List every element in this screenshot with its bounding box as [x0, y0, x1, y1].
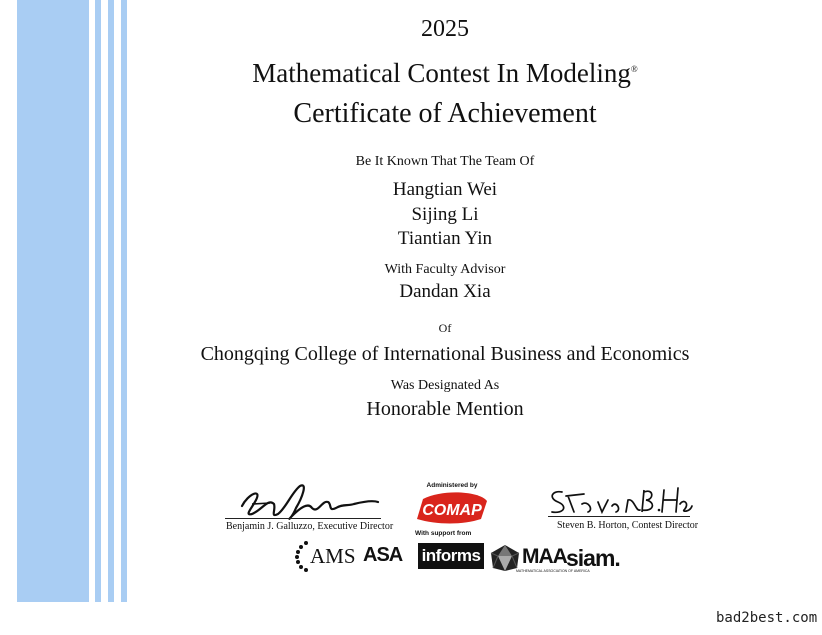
- signature-caption-right: Steven B. Horton, Contest Director: [557, 520, 699, 531]
- maa-subtitle: MATHEMATICAL ASSOCIATION OF AMERICA: [516, 569, 590, 573]
- certificate-title: Certificate of Achievement: [293, 98, 597, 129]
- support-label: With support from: [415, 530, 472, 537]
- certificate-year: 2025: [421, 16, 469, 42]
- designated-text: Was Designated As: [390, 378, 500, 393]
- contest-name: [130, 58, 760, 89]
- administered-by-label: Administered by: [426, 482, 478, 489]
- award-title: Honorable Mention: [366, 398, 524, 420]
- watermark: bad2best.com: [716, 610, 818, 626]
- contest-name-text: Mathematical Contest In Modeling: [252, 58, 631, 88]
- maa-logo: [490, 544, 590, 577]
- signature-line: [225, 518, 381, 519]
- of-text: Of: [438, 321, 452, 335]
- comap-logo-text: COMAP: [422, 502, 482, 519]
- siam-logo: siam.: [566, 545, 620, 571]
- team-member: Sijing Li: [411, 204, 479, 225]
- decorative-stripe-thin: [95, 0, 101, 602]
- signature-caption-left: Benjamin J. Galluzzo, Executive Director: [226, 521, 394, 532]
- asa-logo: ASA: [363, 544, 403, 566]
- institution-name: Chongqing College of International Business and Economics: [200, 343, 690, 365]
- signature-line: [548, 516, 690, 517]
- ams-logo: [294, 540, 356, 577]
- team-member: Hangtian Wei: [392, 179, 498, 200]
- registered-mark: ®: [630, 64, 638, 74]
- advisor-name: Dandan Xia: [399, 281, 491, 302]
- known-text: Be It Known That The Team Of: [355, 154, 535, 169]
- maa-logo-text: MAA: [522, 545, 567, 568]
- decorative-stripe-thin: [108, 0, 114, 602]
- informs-logo: [418, 543, 486, 571]
- decorative-stripe-wide: [17, 0, 89, 602]
- informs-logo-text: informs: [418, 543, 484, 569]
- maa-polyhedron-icon: [490, 544, 520, 572]
- comap-logo: [413, 491, 491, 525]
- advisor-label: With Faculty Advisor: [384, 262, 506, 277]
- ams-logo-text: AMS: [310, 544, 356, 568]
- signature-galluzzo: [222, 478, 384, 522]
- team-member: Tiantian Yin: [397, 228, 493, 249]
- decorative-stripe-thin: [121, 0, 127, 602]
- comap-logo-block: [410, 482, 494, 525]
